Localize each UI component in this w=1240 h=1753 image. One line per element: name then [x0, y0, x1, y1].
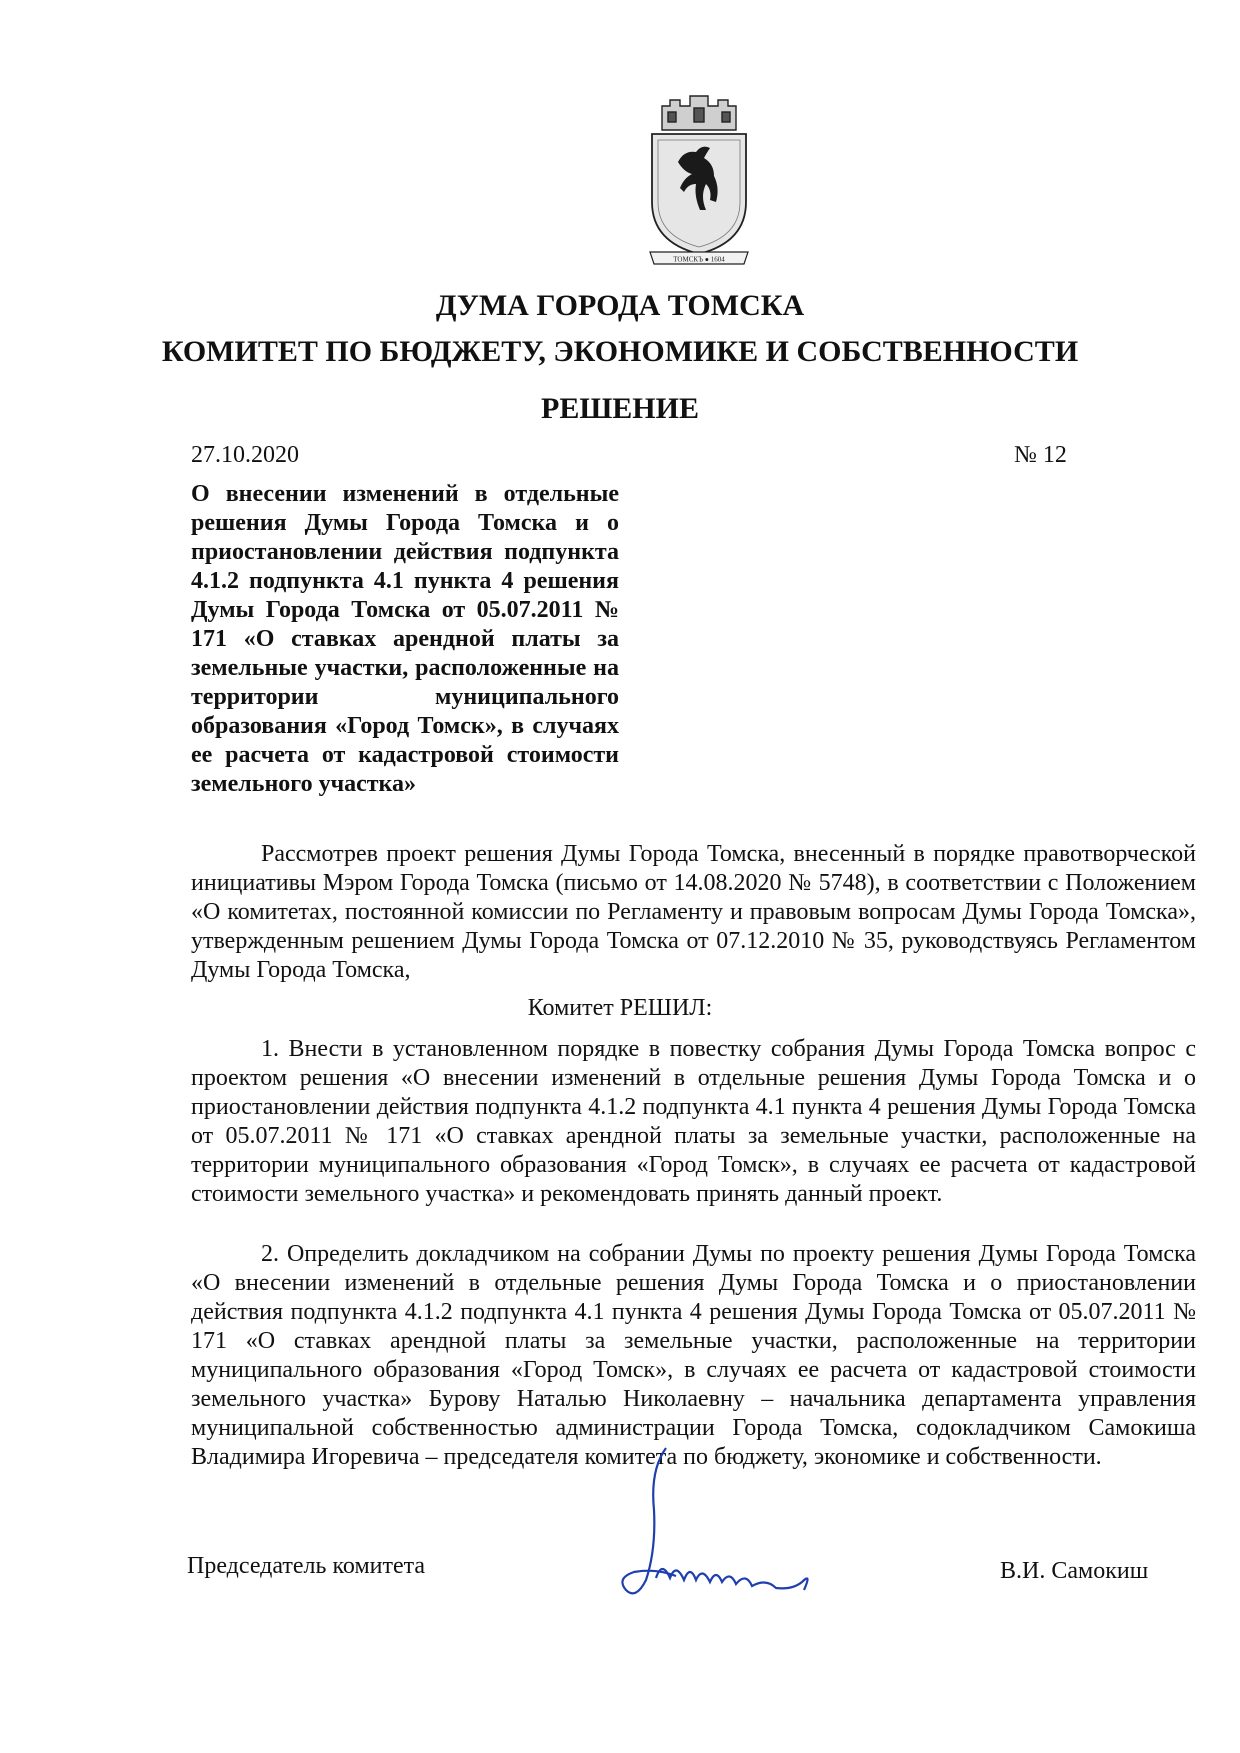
decision-item-2: 2. Определить докладчиком на собрании Думы по проекту решения Думы Города Томска «О внесении изменений в отдельные решения Думы Города Томска и о приостановлении действия подпункта 4.1.2 подпункта 4.1 пункта 4 решения Думы Города Томска от 05.07.2011 № 171 «О ставках арендной платы за земельные участки, расположенные на территории муниципального образования «Город Томск», в случаях ее расчета от кадастровой стоимости земельного участка» Бурову Наталью Николаевну – начальника департамента управления муниципальной собственностью администрации Города Томска, содокладчиком Самокиша Владимира Игоревича – председателя комитета по бюджету, экономике и собственности.	[191, 1241, 1196, 1470]
intro-paragraph: Рассмотрев проект решения Думы Города Томска, внесенный в порядке правотворческой инициативы Мэром Города Томска (письмо от 14.08.2020 № 5748), в соответствии с Положением «О комитетах, постоянной комиссии по Регламенту и правовым вопросам Думы Города Томска», утвержденным решением Думы Города Томска от 07.12.2010 № 35, руководствуясь Регламентом Думы Города Томска,	[191, 841, 1196, 983]
org-title: ДУМА ГОРОДА ТОМСКА	[435, 289, 805, 322]
decided-heading: Комитет РЕШИЛ:	[527, 995, 713, 1021]
handwritten-signature	[616, 1440, 846, 1610]
document-type: РЕШЕНИЕ	[541, 392, 699, 425]
signer-name: В.И. Самокиш	[1000, 1558, 1149, 1584]
coat-of-arms-icon	[644, 92, 754, 268]
document-number: № 12	[1014, 442, 1067, 468]
document-subject: О внесении изменений в отдельные решения Думы Города Томска и о приостановлении действия подпункта 4.1.2 подпункта 4.1 пункта 4 решения Думы Города Томска от 05.07.2011 № 171 «О ставках арендной платы за земельные участки, расположенные на территории муниципального образования «Город Томск», в случаях ее расчета от кадастровой стоимости земельного участка»	[191, 481, 619, 797]
emblem-motto: ТОМСКЪ ● 1604	[673, 255, 725, 264]
document-date: 27.10.2020	[191, 442, 299, 468]
decision-item-1: 1. Внести в установленном порядке в повестку собрания Думы Города Томска вопрос с проектом решения «О внесении изменений в отдельные решения Думы Города Томска и о приостановлении действия подпункта 4.1.2 подпункта 4.1 пункта 4 решения Думы Города Томска от 05.07.2011 № 171 «О ставках арендной платы за земельные участки, расположенные на территории муниципального образования «Город Томск», в случаях ее расчета от кадастровой стоимости земельного участка» и рекомендовать принять данный проект.	[191, 1036, 1196, 1207]
signer-role: Председатель комитета	[187, 1553, 426, 1579]
committee-title: КОМИТЕТ ПО БЮДЖЕТУ, ЭКОНОМИКЕ И СОБСТВЕННОСТИ	[161, 335, 1079, 368]
